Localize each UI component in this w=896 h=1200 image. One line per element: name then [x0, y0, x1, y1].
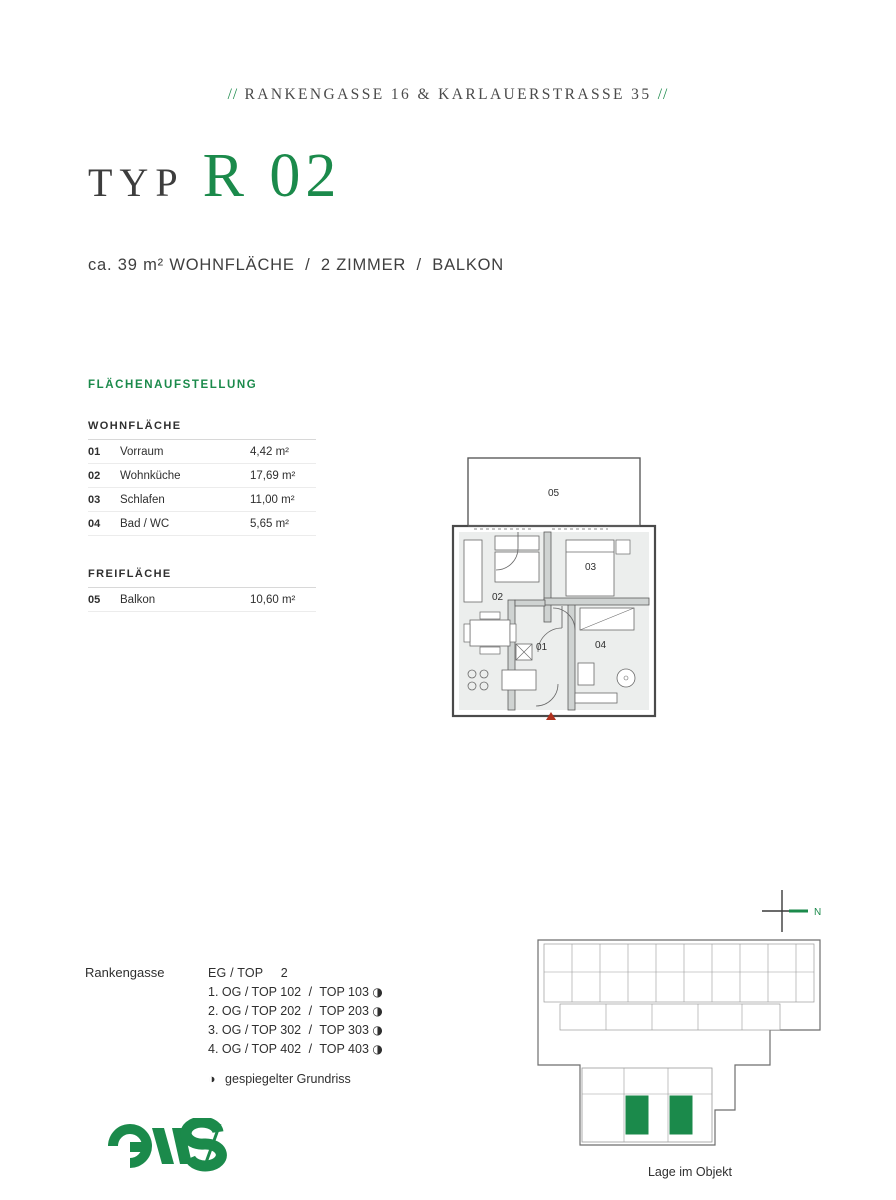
subtitle-rooms: 2 ZIMMER [320, 256, 407, 274]
list-item [208, 1021, 383, 1040]
site-plan-caption: Lage im Objekt [647, 1165, 733, 1179]
table-row [88, 464, 316, 488]
room-label-05: 05 [548, 488, 560, 499]
area-group-title: WOHNFLÄCHE [88, 420, 316, 440]
gws-logo-svg [100, 1118, 248, 1174]
typ-word: TYP [88, 160, 185, 205]
room-label-02: 02 [492, 592, 504, 603]
unit-sep: / [308, 1042, 313, 1056]
unit-number: TOP 103 [319, 985, 369, 999]
area-value: 5,65 m² [250, 518, 289, 530]
unit-floor: 1. OG / TOP 102 [208, 985, 302, 999]
typ-code: R 02 [202, 142, 342, 210]
street-label: Rankengasse [85, 965, 165, 980]
area-name: Balkon [120, 594, 156, 606]
unit-sep: / [308, 1023, 313, 1037]
mirror-legend [208, 1072, 351, 1086]
unit-subtitle [88, 256, 504, 275]
address-header [0, 86, 896, 104]
site-plan-svg [520, 880, 860, 1180]
subtitle-sep-1: / [305, 256, 311, 274]
area-value: 4,42 m² [250, 446, 289, 458]
mirrored-icon: ◑ [208, 1072, 216, 1086]
compass-label: N [814, 907, 822, 918]
area-name: Schlafen [120, 494, 165, 506]
mirrored-icon: ◑ [372, 1023, 383, 1037]
area-value: 11,00 m² [250, 494, 295, 506]
unit-floor: 4. OG / TOP 402 [208, 1042, 302, 1056]
slash-left: // [227, 86, 239, 103]
room-label-03: 03 [585, 562, 597, 573]
table-row [88, 440, 316, 464]
areas-section-title: FLÄCHENAUFSTELLUNG [88, 379, 258, 391]
unit-floor: 2. OG / TOP 202 [208, 1004, 302, 1018]
company-logo [100, 1118, 248, 1174]
unit-floor: EG / TOP [208, 966, 264, 980]
unit-number: TOP 303 [319, 1023, 369, 1037]
list-item [208, 1040, 383, 1059]
floorplan-drawing [440, 448, 710, 738]
area-number: 03 [88, 494, 101, 506]
area-value: 10,60 m² [250, 594, 296, 606]
area-number: 05 [88, 594, 101, 606]
table-row [88, 512, 316, 536]
unit-sep: / [308, 985, 313, 999]
subtitle-extra: BALKON [432, 256, 505, 274]
area-group-title: FREIFLÄCHE [88, 568, 316, 588]
unit-floor: 3. OG / TOP 302 [208, 1023, 302, 1037]
unit-sep: / [308, 1004, 313, 1018]
area-name: Bad / WC [120, 518, 170, 530]
address-text: RANKENGASSE 16 & KARLAUERSTRASSE 35 [244, 86, 652, 103]
unit-number: 2 [280, 966, 288, 980]
unit-list [208, 964, 383, 1059]
mirrored-icon: ◑ [372, 1042, 383, 1056]
slash-right: // [657, 86, 669, 103]
room-label-04: 04 [595, 640, 607, 651]
subtitle-area: ca. 39 m² WOHNFLÄCHE [88, 256, 295, 274]
unit-number: TOP 403 [319, 1042, 369, 1056]
area-value: 17,69 m² [250, 470, 296, 482]
list-item [208, 1002, 383, 1021]
area-number: 02 [88, 470, 101, 482]
area-number: 04 [88, 518, 101, 530]
area-name: Wohnküche [120, 470, 181, 482]
area-number: 01 [88, 446, 101, 458]
mirrored-icon: ◑ [372, 985, 383, 999]
page-title [88, 142, 342, 210]
table-row [88, 588, 316, 612]
list-item [208, 964, 383, 983]
area-group-freiflaeche [88, 568, 316, 612]
table-row [88, 488, 316, 512]
list-item [208, 983, 383, 1002]
unit-number: TOP 203 [319, 1004, 369, 1018]
mirror-legend-text: gespiegelter Grundriss [225, 1072, 351, 1086]
floorplan-svg [440, 448, 710, 738]
mirrored-icon: ◑ [372, 1004, 383, 1018]
area-name: Vorraum [120, 446, 164, 458]
site-plan [520, 880, 860, 1180]
room-label-01: 01 [536, 642, 548, 653]
area-group-wohnflaeche [88, 420, 316, 536]
subtitle-sep-2: / [416, 256, 422, 274]
